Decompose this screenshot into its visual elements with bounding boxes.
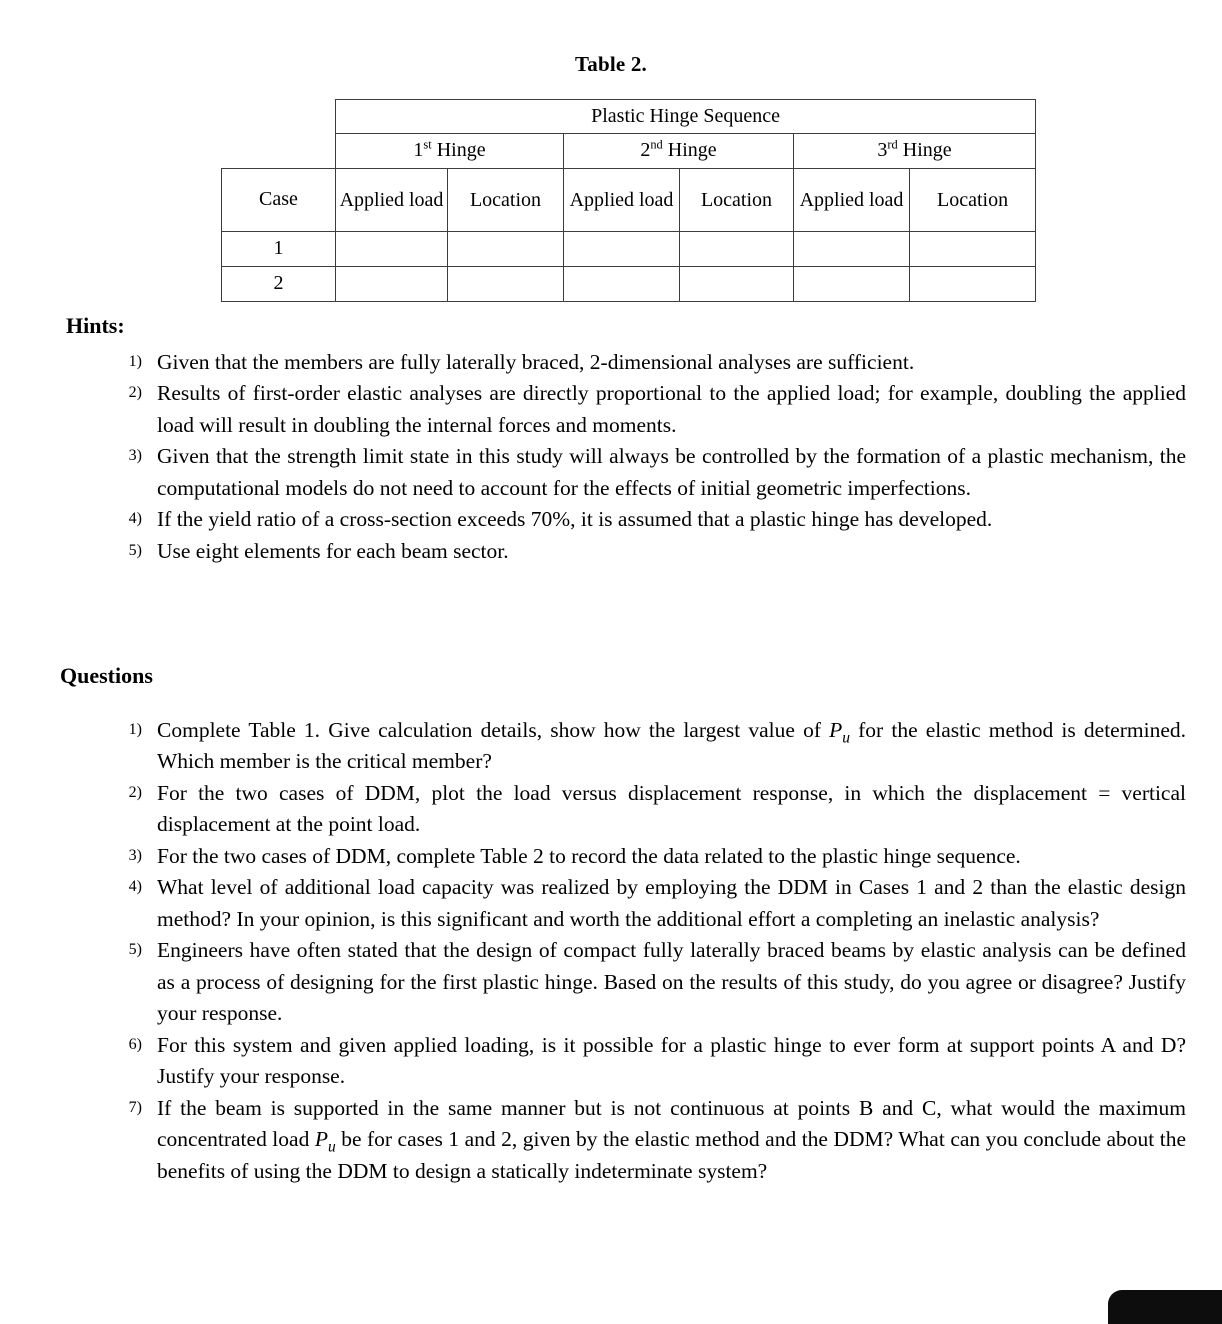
- hint-text-5: Use eight elements for each beam sector.: [157, 538, 509, 563]
- hinge-label-tail-2: Hinge: [662, 139, 717, 162]
- table-group-header-1st-hinge: [336, 134, 564, 169]
- questions-list: [108, 715, 1186, 1187]
- table-subheader-applied-load-2: Applied load: [564, 169, 680, 232]
- table-group-header-2nd-hinge: [564, 134, 794, 169]
- list-item: [108, 935, 1186, 1029]
- list-item: [108, 347, 1186, 378]
- hint-marker-4: 4): [128, 510, 142, 528]
- hinge-ordinal-3: 3: [877, 139, 888, 162]
- table-blank-corner: [222, 100, 336, 134]
- table-row-sub-header: [222, 169, 1036, 232]
- table-row: [222, 267, 1036, 302]
- hinge-ordinal-1: 1: [413, 139, 424, 162]
- question-marker-6: 6): [128, 1035, 142, 1053]
- plastic-hinge-sequence-table-container: [221, 99, 1035, 302]
- table-subheader-applied-load-1: Applied load: [336, 169, 448, 232]
- table-cell-row1-applied-load-1[interactable]: [336, 232, 448, 267]
- question-marker-2: 2): [128, 783, 142, 801]
- list-item: [108, 1093, 1186, 1187]
- question-marker-1: 1): [128, 721, 142, 738]
- table-super-header: Plastic Hinge Sequence: [336, 100, 1036, 134]
- table-cell-row2-location-1[interactable]: [448, 267, 564, 302]
- table-group-header-3rd-hinge: [794, 134, 1036, 169]
- table-cell-row2-applied-load-2[interactable]: [564, 267, 680, 302]
- questions-section: [0, 663, 1222, 1187]
- hinge-ordinal-suffix-2: nd: [650, 137, 663, 152]
- list-item: [108, 715, 1186, 778]
- questions-heading: Questions: [60, 663, 153, 688]
- hinge-label-tail-1: Hinge: [431, 139, 486, 162]
- hints-list: [108, 347, 1186, 567]
- variable-subscript-1: u: [842, 729, 850, 747]
- table-cell-row2-location-2[interactable]: [680, 267, 794, 302]
- page-corner-artifact: [1108, 1290, 1222, 1324]
- hinge-ordinal-suffix-3: rd: [887, 137, 898, 152]
- question-variable-1: [829, 718, 850, 747]
- table-header-case: Case: [222, 169, 336, 232]
- table-cell-case-2: 2: [222, 267, 336, 302]
- table-cell-row1-applied-load-2[interactable]: [564, 232, 680, 267]
- list-item: [108, 778, 1186, 841]
- hinge-ordinal-2: 2: [640, 139, 651, 162]
- table-cell-row2-applied-load-1[interactable]: [336, 267, 448, 302]
- question-variable-7: [314, 1127, 336, 1156]
- question-text-7-after: be for cases 1 and 2, given by the elastic method and the DDM? What can you conclude about the benefits of using the DDM to design a statically indeterminate system?: [157, 1127, 1186, 1183]
- table-row: [222, 232, 1036, 267]
- list-item: [108, 441, 1186, 504]
- list-item: [108, 504, 1186, 535]
- question-marker-3: 3): [128, 846, 142, 864]
- question-text-2: For the two cases of DDM, plot the load versus displacement response, in which the displacement = vertical displacement at the point load.: [157, 780, 1186, 837]
- list-item: [108, 841, 1186, 872]
- question-text-1-before: Complete Table 1. Give calculation details, show how the largest value of: [157, 718, 830, 742]
- table-cell-row1-applied-load-3[interactable]: [794, 232, 910, 267]
- question-text-3: For the two cases of DDM, complete Table 2 to record the data related to the plastic hinge sequence.: [157, 843, 1021, 868]
- hints-heading: Hints:: [66, 313, 125, 338]
- variable-symbol-7: P: [314, 1127, 328, 1152]
- hint-text-2: Results of first-order elastic analyses are directly proportional to the applied load; for example, doubling the applied load will result in doubling the internal forces and moments.: [157, 381, 1186, 437]
- table-cell-case-1: 1: [222, 232, 336, 267]
- hint-marker-2: 2): [128, 384, 142, 402]
- question-text-6: For this system and given applied loading, is it possible for a plastic hinge to ever form at support points A and D? Justify your response.: [157, 1032, 1186, 1089]
- table-subheader-applied-load-3: Applied load: [794, 169, 910, 232]
- hint-text-4: If the yield ratio of a cross-section exceeds 70%, it is assumed that a plastic hinge has developed.: [157, 507, 993, 532]
- hinge-label-tail-3: Hinge: [897, 139, 952, 162]
- hint-marker-1: 1): [128, 353, 142, 370]
- table-cell-row2-location-3[interactable]: [910, 267, 1036, 302]
- table-cell-row2-applied-load-3[interactable]: [794, 267, 910, 302]
- table-subheader-location-3: Location: [910, 169, 1036, 232]
- question-text-7-before: If the beam is supported in the same manner but is not continuous at points B and C, what would the maximum concentrated load: [157, 1095, 1186, 1152]
- table-cell-row1-location-3[interactable]: [910, 232, 1036, 267]
- question-marker-4: 4): [128, 878, 142, 896]
- question-text-1-after: for the elastic method is determined. Which member is the critical member?: [157, 718, 1186, 774]
- hint-text-3: Given that the strength limit state in this study will always be controlled by the formation of a plastic mechanism, the computational models do not need to account for the effects of initial geometric imperfections.: [157, 444, 1186, 500]
- list-item: [108, 872, 1186, 935]
- question-text-5: Engineers have often stated that the design of compact fully laterally braced beams by elastic analysis can be defined as a process of designing for the first plastic hinge. Based on the results of this study, do you agree or disagree? Justify your response.: [157, 938, 1186, 1026]
- table-subheader-location-2: Location: [680, 169, 794, 232]
- table-row-super-header: [222, 100, 1036, 134]
- list-item: [108, 1030, 1186, 1093]
- question-text-4: What level of additional load capacity was realized by employing the DDM in Cases 1 and 2 than the elastic design method? In your opinion, is this significant and worth the additional effort a completing an inelastic analysis?: [157, 875, 1186, 931]
- hinge-ordinal-suffix-1: st: [423, 137, 432, 152]
- table-cell-row1-location-2[interactable]: [680, 232, 794, 267]
- hint-marker-5: 5): [128, 541, 142, 559]
- variable-subscript-7: u: [327, 1138, 336, 1156]
- question-marker-7: 7): [128, 1098, 142, 1116]
- table-cell-row1-location-1[interactable]: [448, 232, 564, 267]
- table-subheader-location-1: Location: [448, 169, 564, 232]
- table-blank-corner-2: [222, 134, 336, 169]
- hints-section: [0, 313, 1222, 567]
- hint-text-1: Given that the members are fully laterally braced, 2-dimensional analyses are sufficient.: [157, 350, 915, 374]
- question-marker-5: 5): [128, 941, 142, 959]
- variable-symbol-1: P: [829, 718, 843, 742]
- list-item: [108, 378, 1186, 441]
- plastic-hinge-sequence-table: [221, 99, 1036, 302]
- table-caption: Table 2.: [574, 52, 647, 76]
- hint-marker-3: 3): [128, 447, 142, 465]
- table-row-group-header: [222, 134, 1036, 169]
- list-item: [108, 536, 1186, 567]
